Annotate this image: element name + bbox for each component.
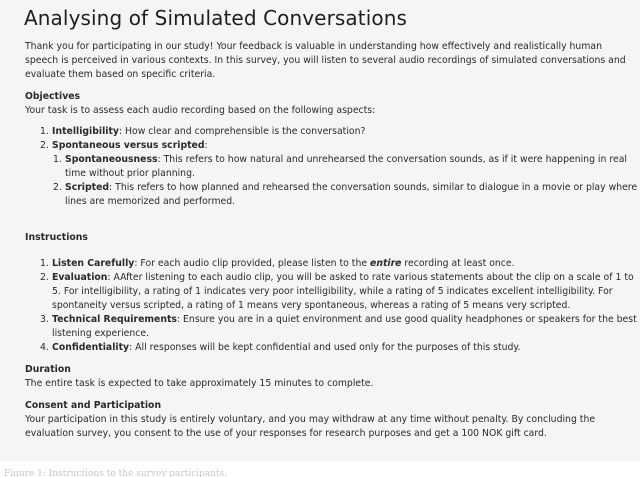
objectives-heading: Objectives <box>25 91 81 102</box>
list-item: 2. Spontaneous versus scripted: <box>40 140 208 151</box>
instructions-heading: Instructions <box>25 232 88 243</box>
duration-heading: Duration <box>25 364 71 375</box>
list-item: 1. Intelligibility: How clear and comprehensible is the conversation? <box>40 126 366 137</box>
consent-heading: Consent and Participation <box>25 400 162 411</box>
list-item: 4. Confidentiality: All responses will be kept confidential and used only for the purposes of this study. <box>40 342 521 353</box>
objectives-list <box>25 125 640 209</box>
figure-caption: Figure 1: Instructions to the survey participants. <box>4 469 228 477</box>
sub-list-item: 1. Spontaneousness: This refers to how natural and unrehearsed the conversation sounds, as if it were happening in real time without prior planning. <box>53 154 627 179</box>
consent-text: Your participation in this study is entirely voluntary, and you may withdraw at any time without penalty. By concluding the evaluation survey, you consent to the use of your responses for research purposes and get a 100 NOK gift card. <box>25 414 596 439</box>
intro-paragraph: Thank you for participating in our study! Your feedback is valuable in understanding how effectively and realistically human speech is perceived in various contexts. In this survey, you will listen to several audio recordings of simulated conversations and evaluate them based on specific criteria. <box>25 41 626 80</box>
list-item: 2. Evaluation: AAfter listening to each audio clip, you will be asked to rate various statements about the clip on a scale of 1 to 5. For intelligibility, a rating of 1 indicates very poor intelligibility, while a rating of 5 indicates excellent intelligibility. For spontaneity versus scripted, a rating of 1 means very spontaneous, whereas a rating of 5 means very scripted. <box>40 272 634 311</box>
duration-text: The entire task is expected to take approximately 15 minutes to complete. <box>25 378 374 389</box>
sub-list-item: 2. Scripted: This refers to how planned and rehearsed the conversation sounds, similar to dialogue in a movie or play where lines are memorized and performed. <box>53 182 638 207</box>
list-item: 1. Listen Carefully: For each audio clip provided, please listen to the entire recording at least once. <box>40 258 515 269</box>
instructions-list <box>25 257 640 355</box>
page-title: Analysing of Simulated Conversations <box>24 6 408 30</box>
list-item: 3. Technical Requirements: Ensure you are in a quiet environment and use good quality headphones or speakers for the best listening experience. <box>40 314 637 339</box>
objectives-lead: Your task is to assess each audio recording based on the following aspects: <box>25 105 376 116</box>
